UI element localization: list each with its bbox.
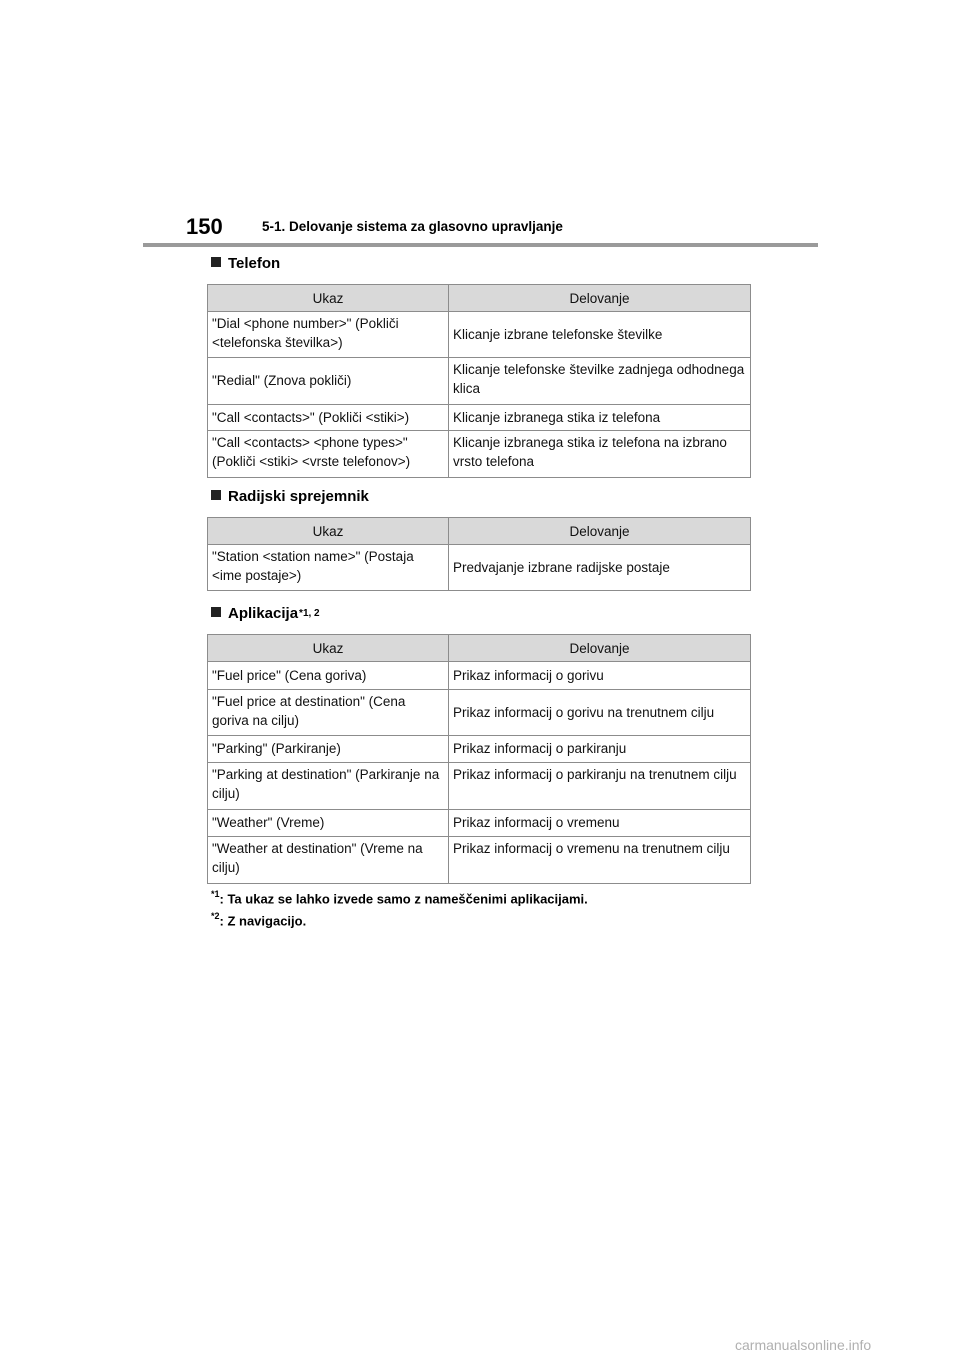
command-cell: "Weather" (Vreme) bbox=[208, 810, 449, 837]
footnote-text: : Ta ukaz se lahko izvede samo z nameščenimi aplikacijami. bbox=[219, 891, 588, 907]
table-row bbox=[208, 837, 751, 884]
table-header-row bbox=[208, 285, 751, 312]
action-cell: Klicanje izbrane telefonske številke bbox=[449, 312, 751, 358]
command-cell: "Station <station name>" (Postaja <ime postaje>) bbox=[208, 545, 449, 591]
action-cell: Klicanje izbranega stika iz telefona na izbrano vrsto telefona bbox=[449, 431, 751, 478]
square-bullet-icon bbox=[211, 607, 221, 617]
footnote-1 bbox=[211, 890, 588, 906]
column-header-ukaz: Ukaz bbox=[208, 285, 449, 312]
table-row bbox=[208, 312, 751, 358]
table-header-row bbox=[208, 635, 751, 662]
table-row bbox=[208, 736, 751, 763]
table-row bbox=[208, 662, 751, 690]
column-header-ukaz: Ukaz bbox=[208, 635, 449, 662]
footnote-2 bbox=[211, 912, 588, 928]
command-table-aplikacija bbox=[207, 634, 751, 884]
footnotes bbox=[211, 890, 588, 929]
footnote-reference: *1, 2 bbox=[299, 608, 320, 619]
footnote-mark: *1 bbox=[211, 889, 220, 899]
watermark: carmanualsonline.info bbox=[735, 1337, 872, 1353]
section-heading-label: Radijski sprejemnik bbox=[228, 488, 369, 505]
command-cell: "Dial <phone number>" (Pokliči <telefonska številka>) bbox=[208, 312, 449, 358]
section-heading-label: Aplikacija bbox=[228, 605, 299, 622]
section-heading-radio bbox=[211, 488, 369, 505]
page-number: 150 bbox=[186, 214, 223, 239]
action-cell: Prikaz informacij o vremenu bbox=[449, 810, 751, 837]
column-header-delovanje: Delovanje bbox=[449, 635, 751, 662]
action-cell: Klicanje telefonske številke zadnjega odhodnega klica bbox=[449, 358, 751, 405]
footnote-text: : Z navigacijo. bbox=[219, 913, 307, 929]
table-row bbox=[208, 545, 751, 591]
action-cell: Klicanje izbranega stika iz telefona bbox=[449, 405, 751, 431]
table-row bbox=[208, 358, 751, 405]
action-cell: Predvajanje izbrane radijske postaje bbox=[449, 545, 751, 591]
column-header-delovanje: Delovanje bbox=[449, 518, 751, 545]
command-cell: "Weather at destination" (Vreme na cilju) bbox=[208, 837, 449, 884]
table-row bbox=[208, 810, 751, 837]
command-table-radio bbox=[207, 517, 751, 591]
section-heading-aplikacija bbox=[211, 605, 320, 622]
action-cell: Prikaz informacij o parkiranju na trenutnem cilju bbox=[449, 763, 751, 810]
column-header-delovanje: Delovanje bbox=[449, 285, 751, 312]
table-row bbox=[208, 690, 751, 736]
section-heading-label: Telefon bbox=[228, 255, 281, 272]
command-cell: "Fuel price" (Cena goriva) bbox=[208, 662, 449, 690]
table-row bbox=[208, 405, 751, 431]
square-bullet-icon bbox=[211, 257, 221, 267]
command-table-telefon bbox=[207, 284, 751, 478]
table-row bbox=[208, 431, 751, 478]
command-cell: "Redial" (Znova pokliči) bbox=[208, 358, 449, 405]
action-cell: Prikaz informacij o parkiranju bbox=[449, 736, 751, 763]
command-cell: "Parking" (Parkiranje) bbox=[208, 736, 449, 763]
header-rule bbox=[143, 243, 818, 247]
command-cell: "Parking at destination" (Parkiranje na cilju) bbox=[208, 763, 449, 810]
table-row bbox=[208, 763, 751, 810]
command-cell: "Fuel price at destination" (Cena goriva na cilju) bbox=[208, 690, 449, 736]
column-header-ukaz: Ukaz bbox=[208, 518, 449, 545]
chapter-title: 5-1. Delovanje sistema za glasovno upravljanje bbox=[262, 219, 563, 234]
table-header-row bbox=[208, 518, 751, 545]
action-cell: Prikaz informacij o gorivu bbox=[449, 662, 751, 690]
square-bullet-icon bbox=[211, 490, 221, 500]
section-heading-telefon bbox=[211, 255, 280, 272]
footnote-mark: *2 bbox=[211, 911, 220, 922]
action-cell: Prikaz informacij o gorivu na trenutnem cilju bbox=[449, 690, 751, 736]
command-cell: "Call <contacts>" (Pokliči <stiki>) bbox=[208, 405, 449, 431]
action-cell: Prikaz informacij o vremenu na trenutnem cilju bbox=[449, 837, 751, 884]
command-cell: "Call <contacts> <phone types>" (Pokliči <stiki> <vrste telefonov>) bbox=[208, 431, 449, 478]
